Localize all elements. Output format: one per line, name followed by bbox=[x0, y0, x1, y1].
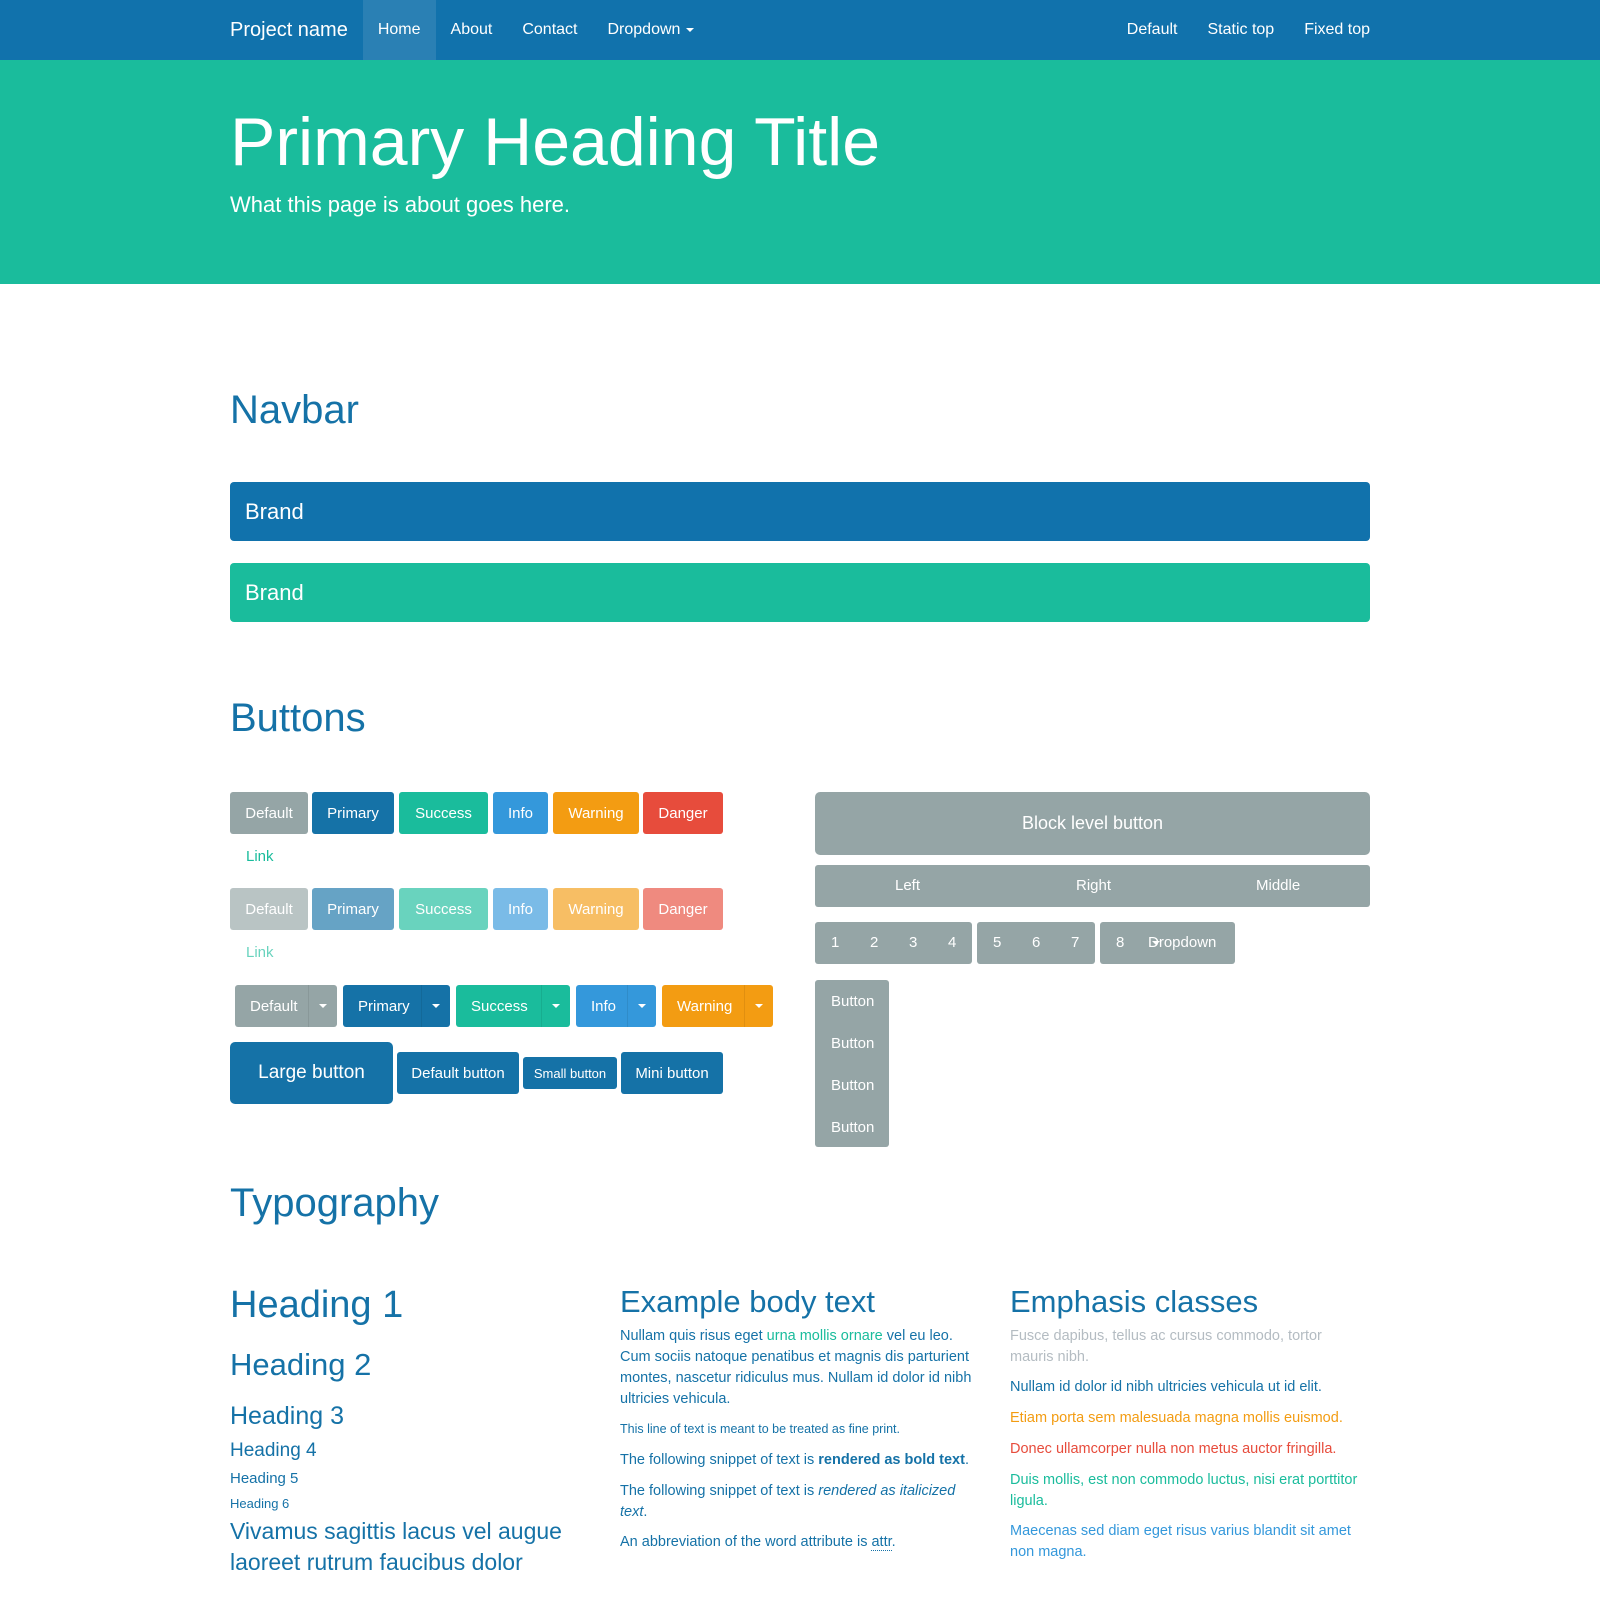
emphasis-title: Emphasis classes bbox=[1010, 1284, 1259, 1319]
warning-button-disabled[interactable]: Warning bbox=[553, 888, 639, 930]
justified-left-button[interactable]: Left bbox=[895, 877, 921, 894]
primary-split-toggle[interactable] bbox=[421, 985, 450, 1027]
text-primary: Nullam id dolor id nibh ultricies vehicula ut id elit. bbox=[1010, 1379, 1322, 1395]
text-muted: Fusce dapibus, tellus ac cursus commodo, tortor mauris nibh. bbox=[1010, 1328, 1322, 1365]
bold-text-example bbox=[620, 1450, 975, 1471]
vertical-button-3[interactable]: Button bbox=[831, 1077, 875, 1094]
group-button-8[interactable]: 8 bbox=[1116, 934, 1125, 951]
success-split-button[interactable] bbox=[456, 985, 570, 1027]
nav-about[interactable]: About bbox=[450, 21, 493, 38]
link-button-disabled[interactable]: Link bbox=[246, 944, 274, 961]
navbar-left-links bbox=[363, 0, 710, 60]
default-split-toggle[interactable] bbox=[308, 985, 337, 1027]
navbar-brand[interactable]: Project name bbox=[230, 18, 348, 41]
default-split-label: Default bbox=[250, 997, 298, 1015]
success-split-label: Success bbox=[471, 997, 528, 1015]
abbreviation-example bbox=[620, 1532, 975, 1553]
heading-5: Heading 5 bbox=[230, 1470, 299, 1487]
mini-button[interactable]: Mini button bbox=[621, 1052, 723, 1094]
body-paragraph bbox=[620, 1326, 975, 1410]
bold-text-end: . bbox=[964, 1452, 969, 1468]
group-dropdown-label: Dropdown bbox=[1148, 934, 1217, 951]
heading-3: Heading 3 bbox=[230, 1402, 344, 1430]
caret-down-icon bbox=[755, 1004, 763, 1008]
jumbotron bbox=[0, 60, 1600, 284]
default-split-button[interactable] bbox=[235, 985, 337, 1027]
lead-text: Vivamus sagittis lacus vel augue laoreet rutrum faucibus dolor bbox=[230, 1518, 562, 1575]
danger-button[interactable]: Danger bbox=[643, 792, 723, 834]
heading-6: Heading 6 bbox=[230, 1496, 290, 1511]
page-subtitle: What this page is about goes here. bbox=[230, 191, 570, 217]
button-group-3 bbox=[1100, 922, 1235, 964]
justified-middle-button[interactable]: Middle bbox=[1256, 877, 1301, 894]
heading-4: Heading 4 bbox=[230, 1440, 317, 1461]
primary-split-button[interactable] bbox=[343, 985, 450, 1027]
heading-1: Heading 1 bbox=[230, 1284, 404, 1326]
group-button-6[interactable]: 6 bbox=[1032, 934, 1041, 951]
danger-button-disabled[interactable]: Danger bbox=[643, 888, 723, 930]
default-button-disabled[interactable]: Default bbox=[230, 888, 308, 930]
justified-button-group bbox=[815, 865, 1370, 907]
section-title-typography: Typography bbox=[230, 1181, 440, 1225]
caret-down-icon bbox=[686, 28, 694, 32]
group-button-5[interactable]: 5 bbox=[993, 934, 1002, 951]
navbar-right-links bbox=[1112, 0, 1370, 60]
text-danger: Donec ullamcorper nulla non metus auctor fringilla. bbox=[1010, 1441, 1337, 1457]
group-button-7[interactable]: 7 bbox=[1071, 934, 1080, 951]
navbar-demo-inverse bbox=[230, 563, 1370, 622]
heading-2: Heading 2 bbox=[230, 1347, 372, 1382]
success-split-toggle[interactable] bbox=[541, 985, 570, 1027]
info-split-toggle[interactable] bbox=[627, 985, 656, 1027]
info-split-button[interactable] bbox=[576, 985, 656, 1027]
caret-down-icon bbox=[638, 1004, 646, 1008]
page-title: Primary Heading Title bbox=[230, 104, 881, 180]
caret-down-icon bbox=[432, 1004, 440, 1008]
justified-right-button[interactable]: Right bbox=[1076, 877, 1112, 894]
primary-split-label: Primary bbox=[358, 997, 410, 1015]
text-info: Maecenas sed diam eget risus varius blandit sit amet non magna. bbox=[1010, 1523, 1351, 1560]
nav-fixed-top[interactable]: Fixed top bbox=[1304, 21, 1370, 38]
vertical-button-4[interactable]: Button bbox=[831, 1119, 875, 1136]
success-button-disabled[interactable]: Success bbox=[399, 888, 488, 930]
abbreviation-end: . bbox=[891, 1534, 896, 1550]
navbar-demo-brand[interactable]: Brand bbox=[245, 498, 304, 524]
nav-dropdown[interactable] bbox=[592, 0, 709, 60]
body-paragraph-start: Nullam quis risus eget bbox=[620, 1328, 767, 1344]
nav-home[interactable]: Home bbox=[363, 0, 436, 60]
nav-dropdown-label: Dropdown bbox=[607, 21, 681, 38]
nav-contact[interactable]: Contact bbox=[522, 21, 578, 38]
body-paragraph-rest: vel eu leo. Cum sociis natoque penatibus et magnis dis parturient montes, nascetur ridiculus mus. Nullam id dolor id nibh ultricies vehicula. bbox=[620, 1328, 972, 1407]
body-inline-link[interactable]: urna mollis ornare bbox=[766, 1328, 883, 1344]
success-button[interactable]: Success bbox=[399, 792, 488, 834]
italic-text-example bbox=[620, 1481, 975, 1523]
caret-down-icon bbox=[319, 1004, 327, 1008]
link-button[interactable]: Link bbox=[246, 848, 274, 865]
button-group-2 bbox=[977, 922, 1095, 964]
primary-button-disabled[interactable]: Primary bbox=[312, 888, 394, 930]
vertical-button-group bbox=[815, 980, 889, 1147]
italic-text-lead: The following snippet of text is bbox=[620, 1483, 819, 1499]
large-button[interactable]: Large button bbox=[230, 1042, 393, 1104]
group-dropdown-button[interactable] bbox=[1148, 934, 1217, 951]
section-title-navbar: Navbar bbox=[230, 388, 359, 432]
top-navbar bbox=[0, 0, 1600, 60]
warning-split-label: Warning bbox=[677, 997, 733, 1015]
bold-text: rendered as bold text bbox=[818, 1452, 965, 1468]
body-text-title: Example body text bbox=[620, 1284, 876, 1319]
info-button-disabled[interactable]: Info bbox=[493, 888, 548, 930]
section-title-buttons: Buttons bbox=[230, 696, 366, 740]
vertical-button-1[interactable]: Button bbox=[831, 993, 875, 1010]
nav-static-top[interactable]: Static top bbox=[1207, 21, 1275, 38]
fine-print: This line of text is meant to be treated as fine print. bbox=[620, 1422, 901, 1436]
italic-text: rendered as italicized text bbox=[620, 1483, 956, 1520]
button-group-1 bbox=[815, 922, 972, 964]
group-button-1[interactable]: 1 bbox=[831, 934, 840, 951]
text-warning: Etiam porta sem malesuada magna mollis euismod. bbox=[1010, 1410, 1343, 1426]
default-size-button[interactable]: Default button bbox=[397, 1052, 519, 1094]
group-button-4[interactable]: 4 bbox=[948, 934, 957, 951]
default-button[interactable]: Default bbox=[230, 792, 308, 834]
primary-button[interactable]: Primary bbox=[312, 792, 394, 834]
italic-text-end: . bbox=[643, 1504, 648, 1520]
warning-split-button[interactable] bbox=[662, 985, 773, 1027]
info-split-label: Info bbox=[591, 997, 617, 1015]
small-button[interactable]: Small button bbox=[523, 1057, 617, 1089]
navbar-demo-primary bbox=[230, 482, 1370, 541]
vertical-button-2[interactable]: Button bbox=[831, 1035, 875, 1052]
abbreviation[interactable]: attr bbox=[871, 1534, 892, 1550]
nav-default[interactable]: Default bbox=[1126, 21, 1178, 38]
warning-split-toggle[interactable] bbox=[744, 985, 773, 1027]
group-button-2[interactable]: 2 bbox=[870, 934, 879, 951]
caret-down-icon bbox=[552, 1004, 560, 1008]
warning-button[interactable]: Warning bbox=[553, 792, 639, 834]
group-button-3[interactable]: 3 bbox=[909, 934, 918, 951]
abbreviation-lead: An abbreviation of the word attribute is bbox=[620, 1534, 872, 1550]
navbar-demo-brand-inverse[interactable]: Brand bbox=[245, 579, 304, 605]
block-level-button[interactable]: Block level button bbox=[815, 792, 1370, 855]
text-success: Duis mollis, est non commodo luctus, nisi erat porttitor ligula. bbox=[1010, 1472, 1358, 1509]
bold-text-lead: The following snippet of text is bbox=[620, 1452, 819, 1468]
info-button[interactable]: Info bbox=[493, 792, 548, 834]
